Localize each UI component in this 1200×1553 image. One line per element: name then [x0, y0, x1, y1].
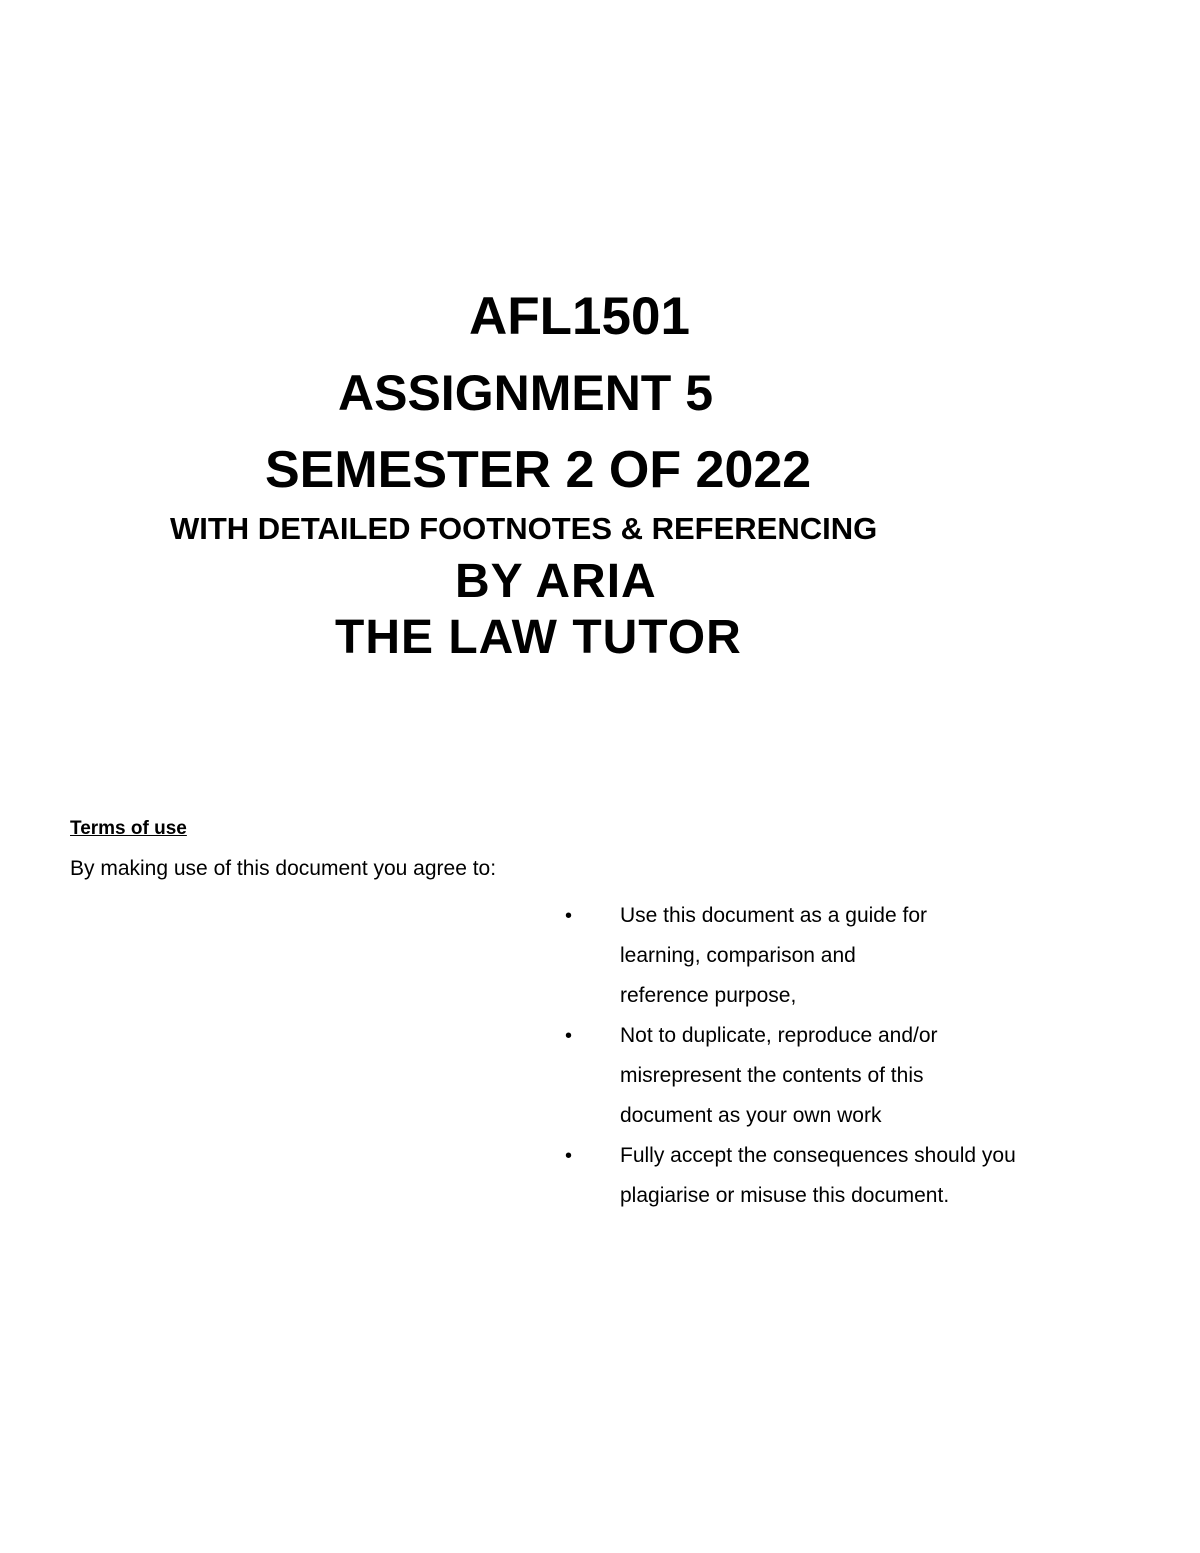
bullet-icon: • — [565, 1145, 573, 1167]
assignment-number: ASSIGNMENT 5 — [338, 365, 714, 421]
list-item-line: document as your own work — [620, 1104, 882, 1127]
list-item — [560, 896, 1016, 1016]
list-item-line: Not to duplicate, reproduce and/or — [620, 1024, 938, 1047]
author-line-1: BY ARIA — [455, 555, 657, 608]
bullet-icon: • — [565, 905, 573, 927]
terms-heading: Terms of use — [70, 818, 187, 839]
list-item-line: Use this document as a guide for — [620, 904, 928, 927]
list-item-line: Fully accept the consequences should you — [620, 1144, 1016, 1167]
list-item — [560, 1136, 1016, 1216]
list-item-line: learning, comparison and — [620, 944, 856, 967]
terms-intro: By making use of this document you agree to: — [70, 857, 497, 880]
terms-list — [560, 896, 1016, 1216]
subtitle: WITH DETAILED FOOTNOTES & REFERENCING — [170, 511, 878, 546]
bullet-icon: • — [565, 1025, 573, 1047]
list-item-line: plagiarise or misuse this document. — [620, 1184, 950, 1207]
list-item-line: reference purpose, — [620, 984, 797, 1007]
list-item-line: misrepresent the contents of this — [620, 1064, 924, 1087]
course-code: AFL1501 — [469, 287, 690, 346]
list-item — [560, 1016, 1016, 1136]
semester-label: SEMESTER 2 OF 2022 — [265, 441, 812, 499]
author-line-2: THE LAW TUTOR — [335, 611, 742, 664]
